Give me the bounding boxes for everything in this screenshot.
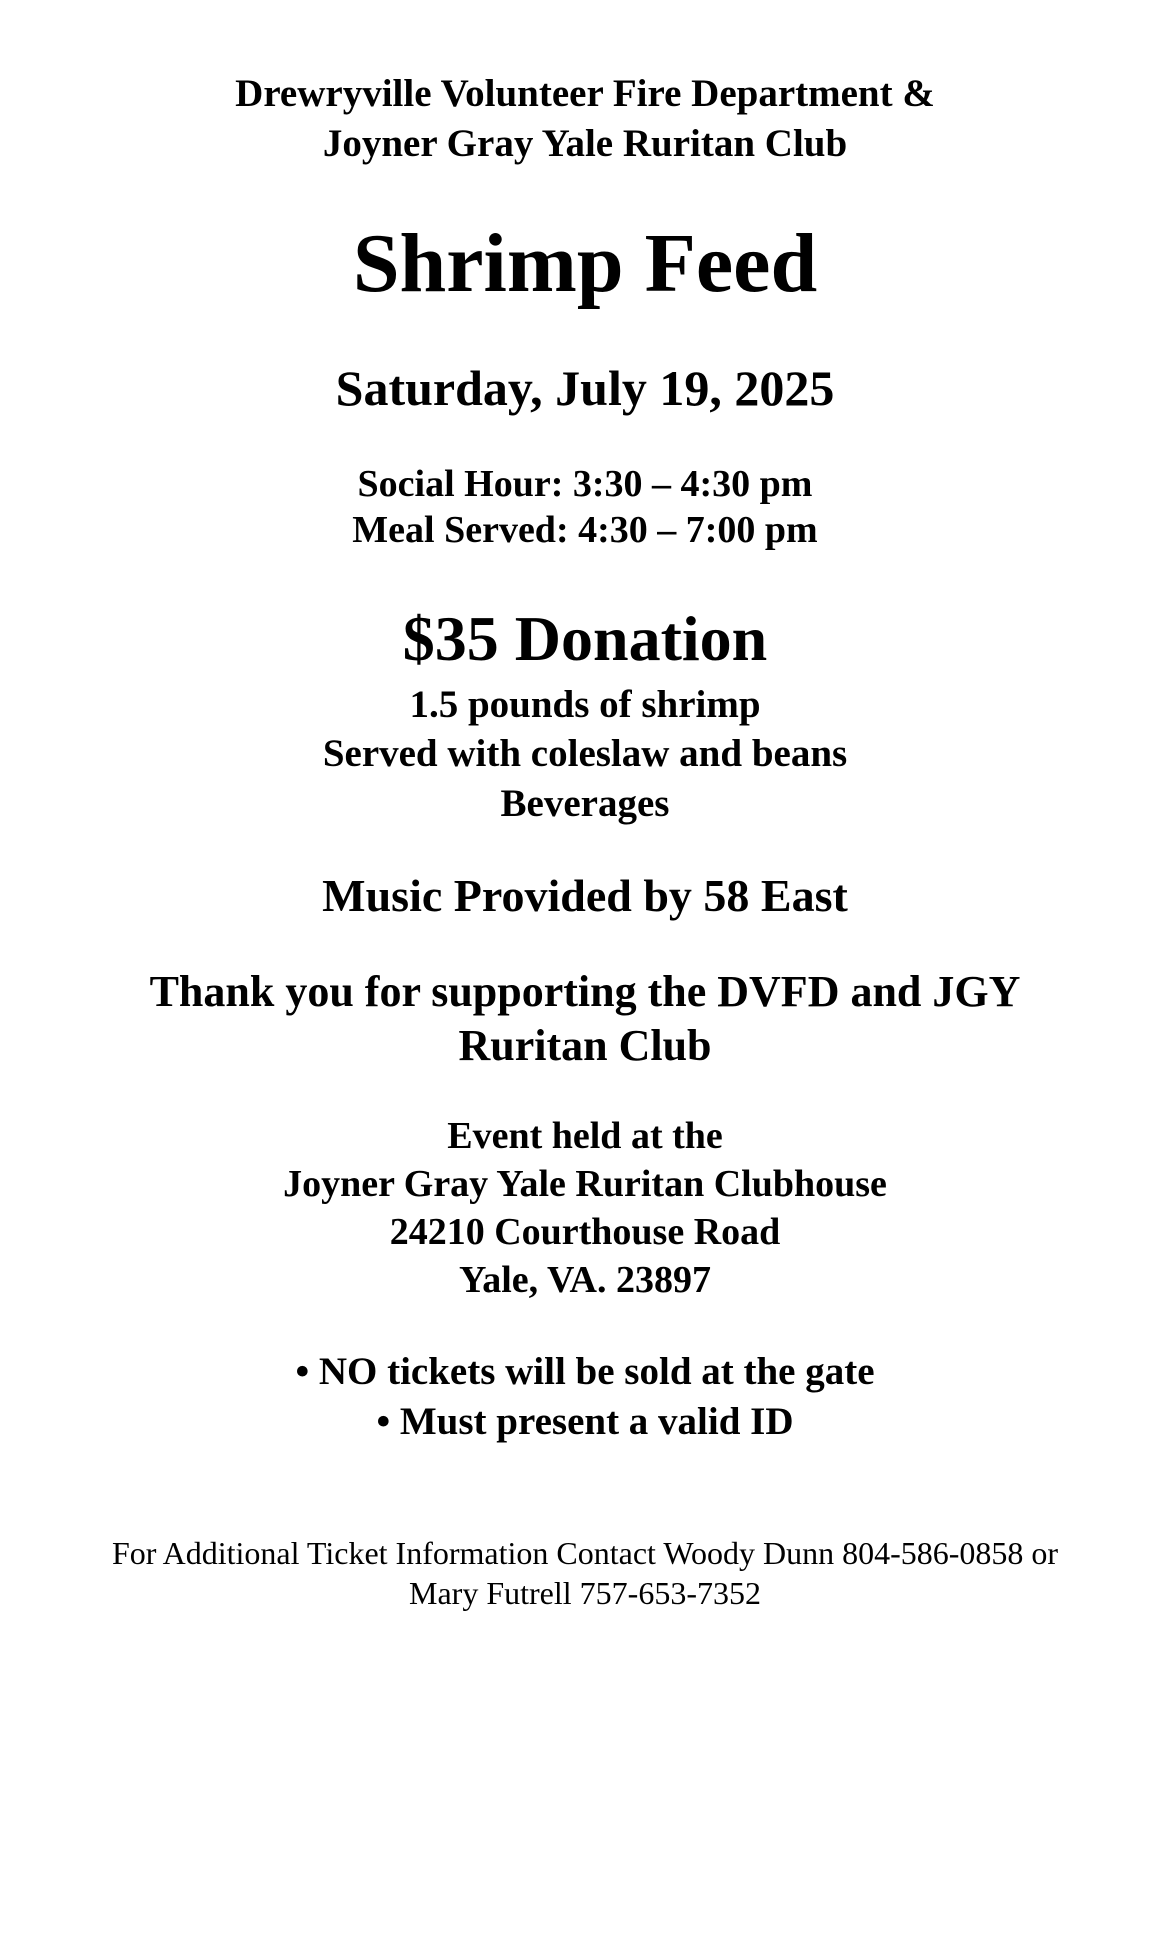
thanks-line-1: Thank you for supporting the DVFD and JGY xyxy=(149,967,1021,1016)
venue-name: Joyner Gray Yale Ruritan Clubhouse xyxy=(283,1163,887,1205)
contact-line-2: Mary Futrell 757-653-7352 xyxy=(409,1575,761,1611)
thanks-line-2: Ruritan Club xyxy=(458,1021,712,1070)
venue-city: Yale, VA. 23897 xyxy=(459,1259,711,1301)
venue-intro: Event held at the xyxy=(447,1115,723,1157)
contact-line-1: For Additional Ticket Information Contact Woody Dunn 804-586-0858 or xyxy=(111,1535,1059,1571)
organizer-line-2: Joyner Gray Yale Ruritan Club xyxy=(322,122,848,165)
donation-price: $35 Donation xyxy=(402,603,768,674)
venue-street: 24210 Courthouse Road xyxy=(389,1211,781,1253)
note-no-gate-tickets: • NO tickets will be sold at the gate xyxy=(295,1350,875,1393)
menu-item: Served with coleslaw and beans xyxy=(322,732,848,775)
menu-item: 1.5 pounds of shrimp xyxy=(409,683,761,726)
music-credit: Music Provided by 58 East xyxy=(322,870,848,921)
note-valid-id: • Must present a valid ID xyxy=(376,1400,794,1443)
social-hour: Social Hour: 3:30 – 4:30 pm xyxy=(357,463,813,505)
meal-served: Meal Served: 4:30 – 7:00 pm xyxy=(352,509,818,551)
menu-item: Beverages xyxy=(500,782,670,825)
event-title: Shrimp Feed xyxy=(352,217,818,310)
event-date: Saturday, July 19, 2025 xyxy=(335,360,835,416)
organizer-line-1: Drewryville Volunteer Fire Department & xyxy=(235,72,935,115)
